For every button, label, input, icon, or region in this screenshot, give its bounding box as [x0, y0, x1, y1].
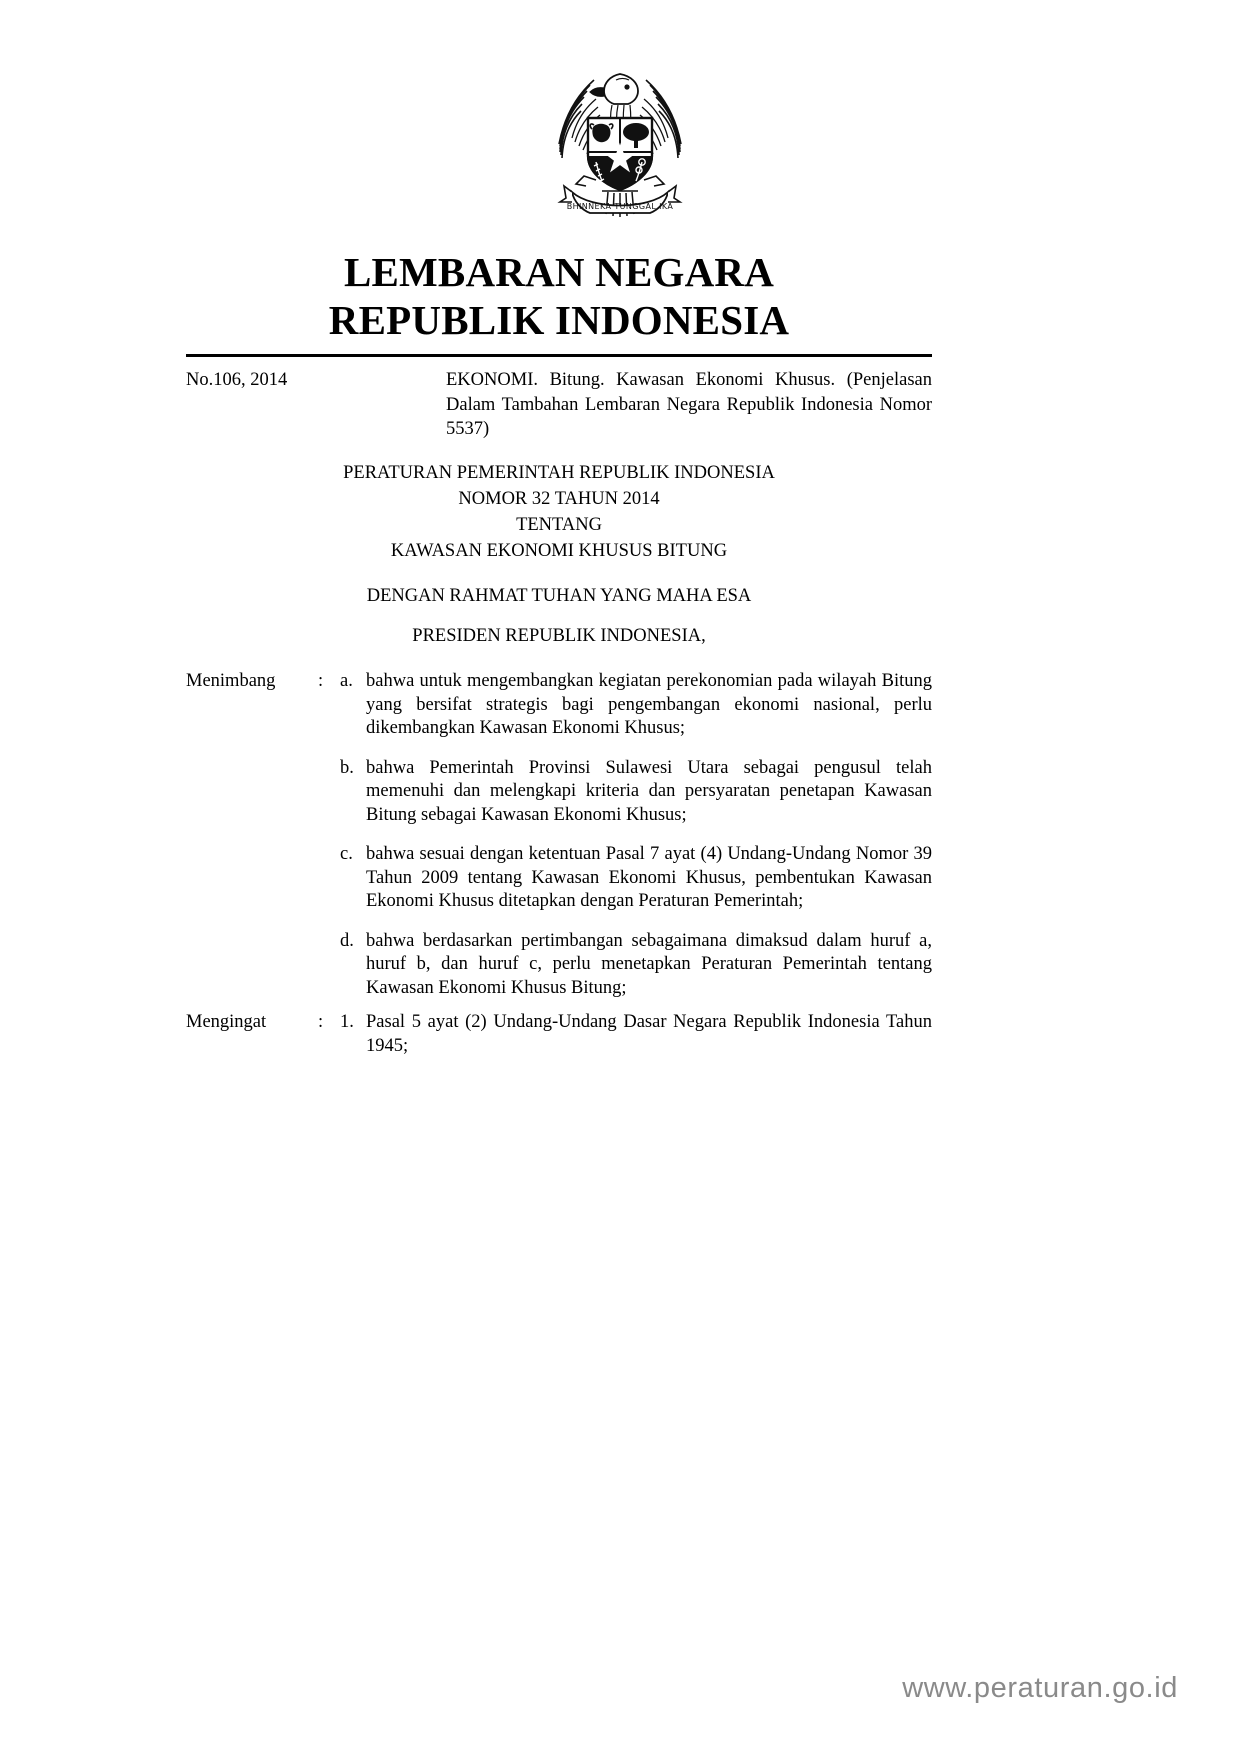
clause-item	[340, 930, 932, 1001]
clause-label-menimbang: Menimbang	[186, 671, 276, 691]
clause-items-mengingat	[340, 1011, 932, 1058]
clause-item-text: bahwa untuk mengembangkan kegiatan perekonomian pada wilayah Bitung yang bersifat strategis bagi pengembangan ekonomi nasional, perlu dikembangkan Kawasan Ekonomi Khusus;	[366, 671, 932, 738]
clause-item-marker: a.	[340, 671, 353, 691]
clause-item	[340, 670, 932, 741]
svg-text:BHINNEKA TUNGGAL IKA: BHINNEKA TUNGGAL IKA	[566, 202, 674, 211]
clause-colon-mengingat: :	[318, 1012, 324, 1032]
clause-item	[340, 1011, 932, 1058]
clause-item-marker: 1.	[340, 1012, 354, 1032]
invocation-spacer	[186, 609, 932, 623]
masthead-line-2: REPUBLIK INDONESIA	[328, 297, 790, 343]
invocation-line-1: DENGAN RAHMAT TUHAN YANG MAHA ESA	[366, 586, 752, 606]
gazette-subject-text: EKONOMI. Bitung. Kawasan Ekonomi Khusus. (Penjelasan Dalam Tambahan Lembaran Negara Republik Indonesia Nomor 5537)	[446, 370, 932, 439]
gazette-meta	[186, 368, 932, 442]
clause-group-mengingat	[186, 1011, 932, 1058]
masthead	[186, 248, 932, 365]
clause-items-menimbang	[340, 670, 932, 1000]
regulation-title-line-4: KAWASAN EKONOMI KHUSUS BITUNG	[390, 541, 728, 561]
clause-item-marker: b.	[340, 757, 354, 778]
clause-item	[340, 843, 932, 914]
clause-label-mengingat: Mengingat	[186, 1012, 267, 1032]
clause-item	[340, 757, 932, 828]
clause-item-text: bahwa Pemerintah Provinsi Sulawesi Utara sebagai pengusul telah memenuhi dan melengkapi kriteria dan persyaratan penetapan Kawasan Bitung sebagai Kawasan Ekonomi Khusus;	[366, 757, 932, 825]
footer-watermark: www.peraturan.go.id	[902, 1672, 1178, 1704]
gazette-number: No.106, 2014	[186, 370, 288, 390]
clause-group-menimbang	[186, 670, 932, 1000]
masthead-divider	[186, 354, 932, 357]
clause-item-text: bahwa berdasarkan pertimbangan sebagaimana dimaksud dalam huruf a, huruf b, dan huruf c, perlu menetapkan Peraturan Pemerintah tentang Kawasan Ekonomi Khusus Bitung;	[366, 930, 932, 998]
regulation-title-line-2: NOMOR 32 TAHUN 2014	[458, 489, 660, 509]
clause-item-text: Pasal 5 ayat (2) Undang-Undang Dasar Negara Republik Indonesia Tahun 1945;	[366, 1012, 932, 1056]
invocation-block	[186, 583, 932, 649]
invocation-line-2: PRESIDEN REPUBLIK INDONESIA,	[412, 626, 706, 646]
emblem-container	[0, 52, 1240, 220]
garuda-pancasila-emblem	[532, 52, 708, 220]
regulation-title-line-3: TENTANG	[516, 515, 602, 535]
clause-item-marker: c.	[340, 844, 353, 864]
regulation-title-block	[186, 460, 932, 564]
regulation-title-line-1: PERATURAN PEMERINTAH REPUBLIK INDONESIA	[343, 463, 775, 483]
clauses-section	[186, 670, 932, 1058]
clause-item-text: bahwa sesuai dengan ketentuan Pasal 7 ayat (4) Undang-Undang Nomor 39 Tahun 2009 tentang Kawasan Ekonomi Khusus, pembentukan Kawasan Ekonomi Khusus ditetapkan dengan Peraturan Pemerintah;	[366, 844, 932, 911]
clause-item-marker: d.	[340, 930, 354, 951]
gazette-subject	[446, 368, 932, 442]
clause-colon-menimbang: :	[318, 671, 324, 691]
masthead-line-1: LEMBARAN NEGARA	[343, 249, 775, 295]
